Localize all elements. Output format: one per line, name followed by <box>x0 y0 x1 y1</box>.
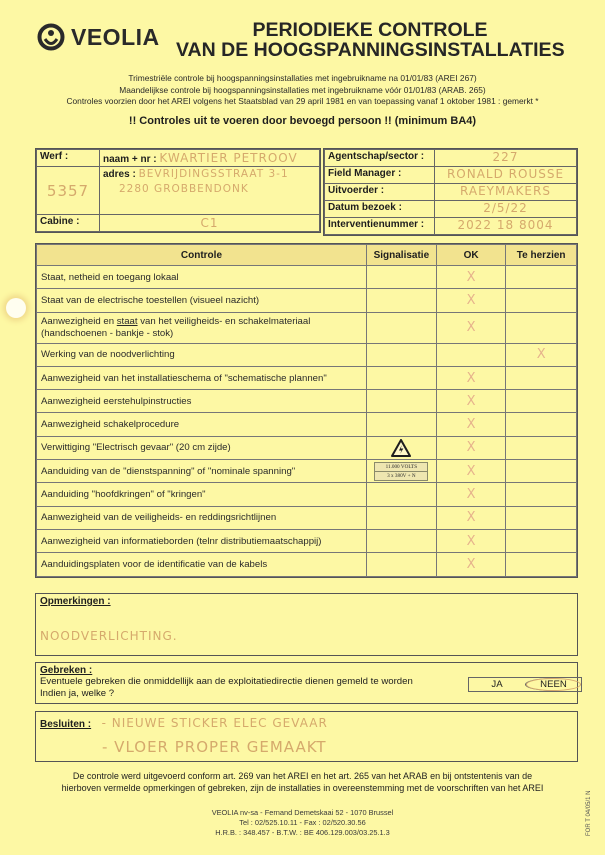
control-label <box>37 312 367 343</box>
subtitle-line: Maandelijkse controle bij hoogspanningsinstallaties met ingebruikname vóór 01/01/83 (ARAB. 265) <box>119 84 486 95</box>
signalisatie-cell[interactable] <box>366 436 436 459</box>
label-underlined: staat <box>116 316 138 328</box>
decisions-label: Besluiten : <box>40 719 92 730</box>
signalisatie-cell[interactable] <box>366 553 436 576</box>
control-label: Aanwezigheid van informatieborden (telnr distributiemaatschappij) <box>37 529 367 552</box>
agentschap-value: 227 <box>492 150 519 164</box>
check-mark: X <box>466 487 476 503</box>
te-herzien-cell[interactable] <box>506 506 577 529</box>
cabine-value: C1 <box>200 216 219 230</box>
table-row <box>37 553 577 576</box>
control-label: Aanduidingsplaten voor de identificatie van de kabels <box>37 553 367 576</box>
werf-value: 5357 <box>46 181 90 200</box>
datum-label: Datum bezoek : <box>325 201 435 218</box>
ok-cell[interactable] <box>436 266 506 289</box>
field-manager-value: RONALD ROUSSE <box>446 167 565 181</box>
te-herzien-cell[interactable] <box>506 266 577 289</box>
ok-cell[interactable] <box>436 289 506 312</box>
te-herzien-cell[interactable] <box>506 483 577 506</box>
te-herzien-cell[interactable] <box>506 312 577 343</box>
site-info-table <box>35 148 321 233</box>
decisions-box[interactable] <box>35 711 578 762</box>
table-row <box>37 506 577 529</box>
defects-followup: Indien ja, welke ? <box>40 688 115 699</box>
subtitle <box>0 73 605 108</box>
table-row <box>37 413 577 436</box>
title-line-2: VAN DE HOOGSPANNINGSINSTALLATIES <box>176 39 565 61</box>
uitvoerder-field[interactable] <box>435 184 577 201</box>
te-herzien-cell[interactable] <box>506 529 577 552</box>
company-address: VEOLIA nv-sa - Fernand Demetskaai 52 - 1070 Brussel <box>211 808 394 817</box>
table-row <box>37 343 577 366</box>
control-label: Aanwezigheid van het installatieschema of "schematische plannen" <box>37 366 367 389</box>
decision-line-1: - NIEUWE STICKER ELEC GEVAAR <box>101 716 328 730</box>
te-herzien-cell[interactable] <box>506 553 577 576</box>
table-header-row <box>37 245 577 266</box>
uitvoerder-label: Uitvoerder : <box>325 184 435 201</box>
title-line-1: PERIODIEKE CONTROLE <box>252 19 488 41</box>
subtitle-line: Controles voorzien door het AREI volgens het Staatsblad van 29 april 1981 en van toepassing vanaf 1 oktober 1981 : gemerkt * <box>66 96 539 106</box>
cabine-label: Cabine : <box>37 215 100 232</box>
col-te-herzien: Te herzien <box>506 245 577 266</box>
statement-line-1: De controle werd uitgevoerd conform art. 269 van het AREI en het art. 265 van het ARAB en bij ontstentenis van de <box>72 771 533 781</box>
remarks-value: NOODVERLICHTING. <box>40 629 178 643</box>
col-controle: Controle <box>37 245 367 266</box>
check-mark: X <box>466 440 476 456</box>
cabine-field[interactable] <box>100 215 320 232</box>
field-manager-field[interactable] <box>435 167 577 184</box>
signalisatie-cell[interactable] <box>366 312 436 343</box>
check-mark: X <box>466 556 476 572</box>
table-row <box>37 266 577 289</box>
company-phone: Tel : 02/525.10.11 - Fax : 02/520.30.56 <box>239 818 366 827</box>
signalisatie-cell[interactable] <box>366 483 436 506</box>
te-herzien-cell[interactable] <box>506 343 577 366</box>
label-line-2: (handschoenen - bankje - stok) <box>41 327 174 339</box>
table-row <box>37 390 577 413</box>
check-mark: X <box>466 370 476 386</box>
remarks-box[interactable] <box>35 593 578 656</box>
table-row <box>37 366 577 389</box>
signalisatie-cell[interactable] <box>366 529 436 552</box>
te-herzien-cell[interactable] <box>506 413 577 436</box>
col-ok: OK <box>436 245 506 266</box>
control-label: Verwittiging "Electrisch gevaar" (20 cm zijde) <box>37 436 367 459</box>
check-mark: X <box>466 393 476 409</box>
te-herzien-cell[interactable] <box>506 289 577 312</box>
naam-label: naam + nr : <box>103 154 157 165</box>
ok-cell[interactable] <box>436 460 506 483</box>
ok-cell[interactable] <box>436 343 506 366</box>
ok-cell[interactable] <box>436 413 506 436</box>
ok-cell[interactable] <box>436 506 506 529</box>
datum-value: 2/5/22 <box>483 201 528 215</box>
high-voltage-warning-icon <box>391 439 411 457</box>
agentschap-label: Agentschap/sector : <box>325 150 435 167</box>
signalisatie-cell[interactable] <box>366 506 436 529</box>
decision-line-2: - VLOER PROPER GEMAAKT <box>102 738 327 756</box>
ok-cell[interactable] <box>436 529 506 552</box>
ok-cell[interactable] <box>436 390 506 413</box>
conformity-statement <box>0 770 605 794</box>
te-herzien-cell[interactable] <box>506 366 577 389</box>
control-label: Staat, netheid en toegang lokaal <box>37 266 367 289</box>
defects-label: Gebreken : <box>40 665 93 676</box>
signalisatie-cell[interactable] <box>366 366 436 389</box>
remarks-label: Opmerkingen : <box>40 596 111 607</box>
interventie-label: Interventienummer : <box>325 218 435 235</box>
signalisatie-cell[interactable] <box>366 266 436 289</box>
control-label: Aanduiding van de "dienstspanning" of "nominale spanning" <box>37 460 367 483</box>
interventie-field[interactable] <box>435 218 577 235</box>
subtitle-line: Trimestriële controle bij hoogspanningsinstallaties met ingebruikname na 01/01/83 (AREI 267) <box>128 73 477 83</box>
col-signalisatie: Signalisatie <box>366 245 436 266</box>
defects-box <box>35 662 578 704</box>
table-row <box>37 460 577 483</box>
yes-option[interactable]: JA <box>491 679 503 690</box>
adres-line-1: BEVRIJDINGSSTRAAT 3-1 <box>138 168 289 180</box>
table-row <box>37 312 577 343</box>
ok-cell[interactable] <box>436 483 506 506</box>
adres-label: adres : <box>103 169 136 180</box>
label-part: van het veiligheids- en schakelmateriaal <box>137 316 311 328</box>
label-part: Aanwezigheid en <box>41 316 117 328</box>
ok-cell[interactable] <box>436 312 506 343</box>
check-mark: X <box>466 463 476 479</box>
check-mark: X <box>466 510 476 526</box>
visit-info-table <box>323 148 578 236</box>
uitvoerder-value: RAEYMAKERS <box>460 184 551 198</box>
werf-field[interactable] <box>37 167 100 215</box>
ok-cell[interactable] <box>436 366 506 389</box>
defects-question: Eventuele gebreken die onmiddellijk aan de exploitatiedirectie dienen gemeld te worden <box>40 676 413 687</box>
naam-field[interactable] <box>100 150 320 167</box>
control-label: Aanduiding "hoofdkringen" of "kringen" <box>37 483 367 506</box>
control-label: Aanwezigheid eerstehulpinstructies <box>37 390 367 413</box>
control-label: Aanwezigheid schakelprocedure <box>37 413 367 436</box>
check-mark: X <box>466 533 476 549</box>
datum-field[interactable] <box>435 201 577 218</box>
logo-text: VEOLIA <box>71 23 160 50</box>
control-label: Werking van de noodverlichting <box>37 343 367 366</box>
werf-label: Werf : <box>37 150 100 167</box>
ok-cell[interactable] <box>436 436 506 459</box>
signalisatie-cell[interactable] <box>366 289 436 312</box>
signalisatie-cell[interactable] <box>366 343 436 366</box>
adres-line-2: 2280 GROBBENDONK <box>119 183 249 195</box>
voltage-plate-icon <box>374 462 428 481</box>
page-title <box>170 20 570 60</box>
signalisatie-cell[interactable] <box>366 460 436 483</box>
voltage-plate-line-2: 3 x 380V + N <box>387 472 416 479</box>
check-mark: X <box>466 417 476 433</box>
company-info <box>0 808 605 838</box>
control-label: Staat van de electrische toestellen (visueel nazicht) <box>37 289 367 312</box>
interventie-value: 2022 18 8004 <box>457 218 554 232</box>
company-registration: H.R.B. : 348.457 - B.T.W. : BE 406.129.003/03.25.1.3 <box>215 828 390 837</box>
ok-cell[interactable] <box>436 553 506 576</box>
check-mark: X <box>466 269 476 285</box>
table-row <box>37 436 577 459</box>
field-manager-label: Field Manager : <box>325 167 435 184</box>
controls-table <box>35 243 578 578</box>
veolia-logo <box>36 22 160 52</box>
agentschap-field[interactable] <box>435 150 577 167</box>
veolia-logo-icon <box>36 22 66 52</box>
te-herzien-cell[interactable] <box>506 390 577 413</box>
control-label: Aanwezigheid van de veiligheids- en reddingsrichtlijnen <box>37 506 367 529</box>
competence-warning: !! Controles uit te voeren door bevoegd persoon !! (minimum BA4) <box>128 115 477 127</box>
check-mark: X <box>466 292 476 308</box>
table-row <box>37 529 577 552</box>
check-mark: X <box>466 320 476 336</box>
signalisatie-cell[interactable] <box>366 390 436 413</box>
naam-value: KWARTIER PETROOV <box>159 151 298 165</box>
te-herzien-cell[interactable] <box>506 436 577 459</box>
voltage-plate-line-1: 11.000 VOLTS <box>375 463 427 472</box>
form-code: FOR T 04/05/1 N <box>586 790 592 836</box>
signalisatie-cell[interactable] <box>366 413 436 436</box>
table-row <box>37 483 577 506</box>
adres-field[interactable] <box>100 167 320 215</box>
check-mark: X <box>536 347 546 363</box>
table-row <box>37 289 577 312</box>
punch-hole-top <box>6 298 26 318</box>
statement-line-2: hierboven vermelde opmerkingen of gebreken, zijn de installaties in overeenstemming met de voorschriften van het AREI <box>61 783 544 793</box>
no-option-selected[interactable]: NEEN <box>525 678 581 691</box>
defects-yes-no <box>468 677 582 692</box>
te-herzien-cell[interactable] <box>506 460 577 483</box>
